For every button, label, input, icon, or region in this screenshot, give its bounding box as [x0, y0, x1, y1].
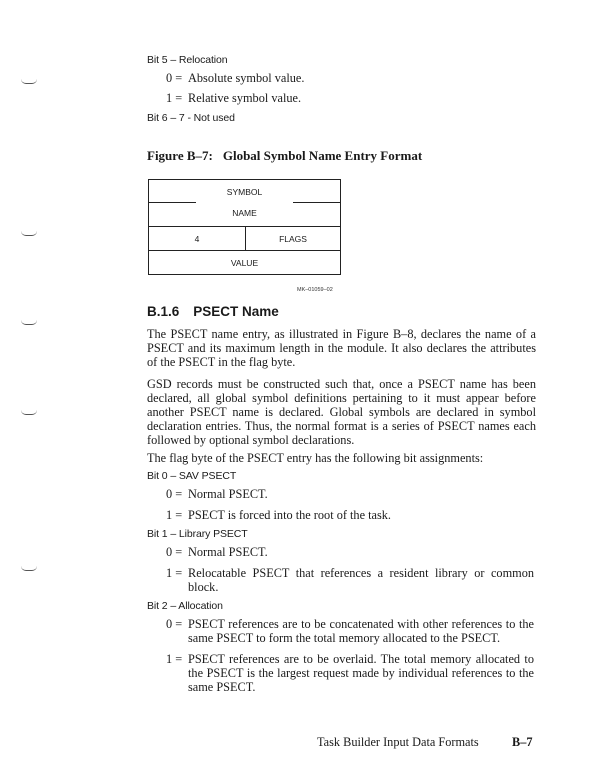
item-text: PSECT is forced into the root of the task.: [188, 508, 391, 522]
divider: [149, 250, 340, 251]
bit5-item-0: [166, 71, 304, 85]
paragraph: The flag byte of the PSECT entry has the following bit assignments:: [147, 451, 484, 465]
figure-label: Figure B–7:: [147, 148, 213, 163]
bit1-heading: Bit 1 – Library PSECT: [147, 528, 248, 540]
item-num: 1 =: [166, 566, 183, 580]
item-text: PSECT references are to be concatenated with other references to the same PSECT to form the total memory allocated to the PSECT.: [188, 617, 534, 645]
bit5-heading: Bit 5 – Relocation: [147, 54, 228, 66]
bit0-heading: Bit 0 – SAV PSECT: [147, 470, 237, 482]
section-number: B.1.6: [147, 304, 180, 319]
page-number: B–7: [512, 735, 533, 749]
cell-symbol: SYMBOL: [226, 187, 263, 197]
bit1-item-0: [166, 545, 268, 559]
item-text: Relocatable PSECT that references a resident library or common block.: [188, 566, 534, 594]
item-text: Normal PSECT.: [188, 487, 268, 501]
cell-name: NAME: [232, 208, 257, 218]
bit0-item-0: [166, 487, 268, 501]
figure-caption: Global Symbol Name Entry Format: [222, 148, 423, 163]
divider: [293, 202, 340, 203]
footer-title: Task Builder Input Data Formats: [317, 735, 479, 749]
figure-id: MK–01059–02: [297, 287, 333, 293]
item-text: Relative symbol value.: [188, 91, 302, 105]
bit2-item-1: [166, 652, 534, 694]
margin-mark: [21, 231, 37, 236]
bit67-heading: Bit 6 – 7 - Not used: [147, 112, 235, 124]
margin-mark: [21, 566, 37, 571]
paragraph: GSD records must be constructed such that, once a PSECT name has been declared, all global symbol definitions pertaining to it must appear before another PSECT name is declared. Global symbols are declared in symbol declaration entries. Thus, the normal format is a series of PSECT names each followed by optional symbol declarations.: [147, 377, 536, 447]
cell-flags: FLAGS: [279, 234, 307, 244]
item-num: 0 =: [166, 617, 183, 631]
bit5-item-1: [166, 91, 301, 105]
item-num: 0 =: [166, 545, 183, 559]
item-text: Absolute symbol value.: [188, 71, 305, 85]
section-title: PSECT Name: [193, 304, 279, 319]
bit0-item-1: [166, 508, 391, 522]
divider: [149, 202, 196, 203]
cell-value: VALUE: [230, 258, 259, 268]
section-heading: [147, 304, 279, 319]
cell-count: 4: [194, 234, 200, 244]
item-num: 1 =: [166, 652, 183, 666]
bit2-item-0: [166, 617, 534, 645]
item-num: 1 =: [166, 91, 183, 105]
item-num: 0 =: [166, 71, 183, 85]
figure-title: [147, 148, 422, 164]
margin-mark: [21, 410, 37, 415]
item-num: 1 =: [166, 508, 183, 522]
item-text: Normal PSECT.: [188, 545, 268, 559]
item-num: 0 =: [166, 487, 183, 501]
entry-format-diagram: [148, 179, 341, 275]
bit2-heading: Bit 2 – Allocation: [147, 600, 223, 612]
item-text: PSECT references are to be overlaid. The total memory allocated to the PSECT is the largest request made by individual references to the same PSECT.: [188, 652, 534, 694]
margin-mark: [21, 320, 37, 325]
margin-mark: [21, 79, 37, 84]
bit1-item-1: [166, 566, 534, 594]
paragraph: The PSECT name entry, as illustrated in Figure B–8, declares the name of a PSECT and its maximum length in the module. It also declares the attributes of the PSECT in the flag byte.: [147, 327, 536, 369]
